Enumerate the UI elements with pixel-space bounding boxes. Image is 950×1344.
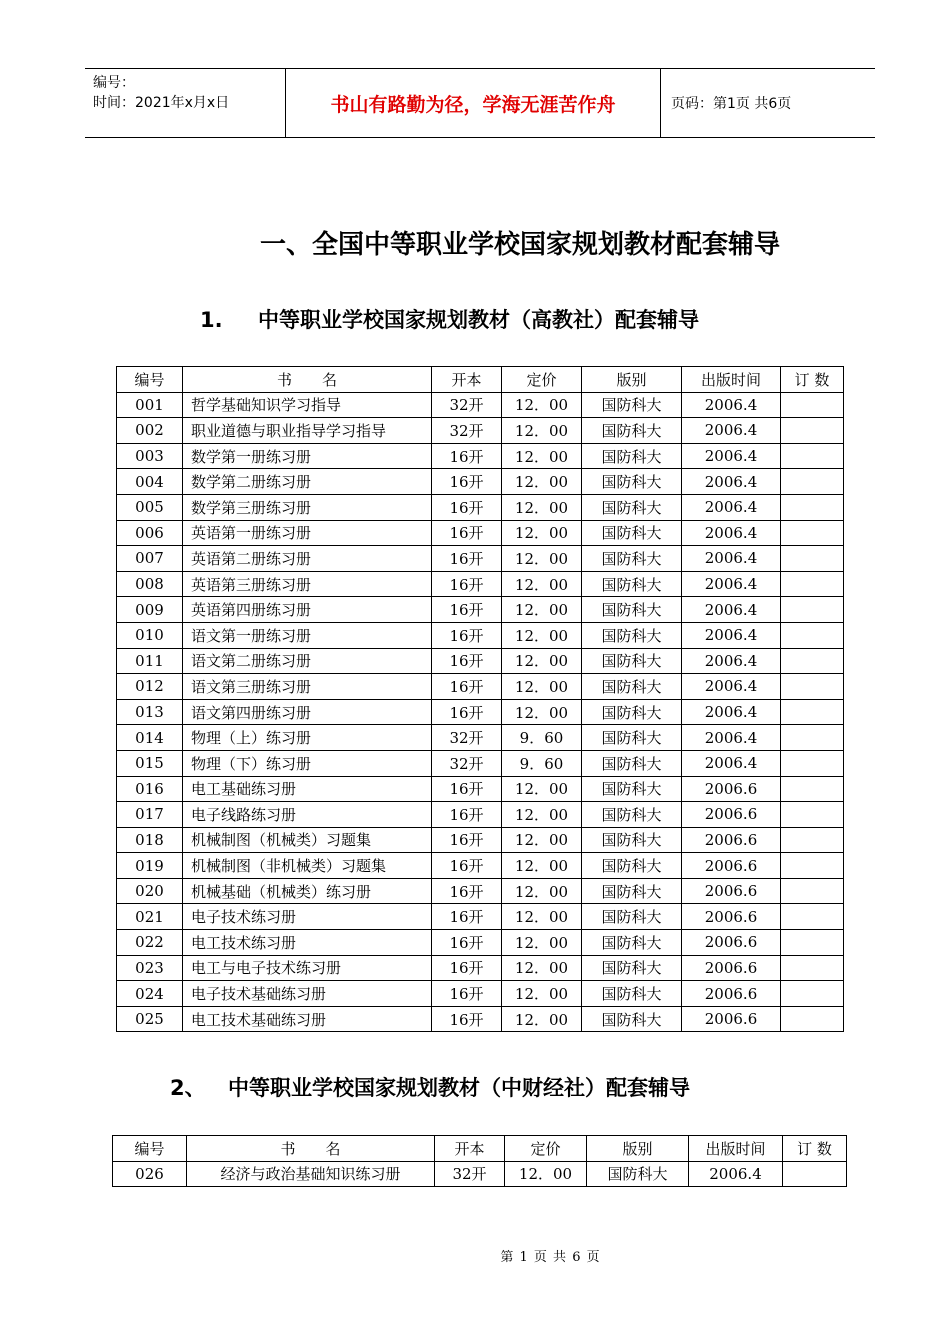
- table-row: [117, 674, 844, 700]
- page-header: [85, 68, 875, 138]
- cell-date: 2006.6: [682, 853, 781, 879]
- cell-format: 32开: [432, 392, 502, 418]
- section-1-title: 中等职业学校国家规划教材（高教社）配套辅导: [258, 308, 699, 332]
- cell-title: 语文第三册练习册: [183, 674, 432, 700]
- cell-format: 32开: [432, 750, 502, 776]
- cell-price: 12．00: [502, 571, 582, 597]
- cell-quantity: [781, 443, 844, 469]
- table-row: [117, 1006, 844, 1032]
- cell-price: 12．00: [502, 776, 582, 802]
- cell-date: 2006.4: [689, 1161, 783, 1187]
- cell-publisher: 国防科大: [582, 546, 682, 572]
- cell-publisher: 国防科大: [582, 1006, 682, 1032]
- cell-quantity: [781, 725, 844, 751]
- table-row: [117, 494, 844, 520]
- table-row: [117, 930, 844, 956]
- cell-number: 021: [117, 904, 183, 930]
- cell-quantity: [781, 418, 844, 444]
- cell-price: 12．00: [502, 853, 582, 879]
- cell-price: 12．00: [502, 981, 582, 1007]
- cell-publisher: 国防科大: [582, 392, 682, 418]
- table-1-body: [117, 392, 844, 1032]
- cell-date: 2006.4: [682, 597, 781, 623]
- cell-date: 2006.6: [682, 955, 781, 981]
- cell-format: 16开: [432, 1006, 502, 1032]
- cell-format: 16开: [432, 981, 502, 1007]
- cell-price: 12．00: [502, 520, 582, 546]
- cell-quantity: [781, 1006, 844, 1032]
- cell-title: 语文第二册练习册: [183, 648, 432, 674]
- table-row: [117, 981, 844, 1007]
- cell-format: 16开: [432, 648, 502, 674]
- cell-format: 16开: [432, 904, 502, 930]
- col-header-date: 出版时间: [682, 367, 781, 393]
- cell-number: 019: [117, 853, 183, 879]
- cell-date: 2006.4: [682, 392, 781, 418]
- table-row: [117, 725, 844, 751]
- cell-quantity: [781, 699, 844, 725]
- cell-price: 12．00: [502, 648, 582, 674]
- cell-publisher: 国防科大: [582, 904, 682, 930]
- cell-number: 013: [117, 699, 183, 725]
- cell-quantity: [781, 878, 844, 904]
- cell-publisher: 国防科大: [582, 930, 682, 956]
- cell-date: 2006.6: [682, 1006, 781, 1032]
- table-row: [117, 418, 844, 444]
- cell-date: 2006.4: [682, 699, 781, 725]
- cell-format: 16开: [432, 699, 502, 725]
- cell-title: 数学第三册练习册: [183, 494, 432, 520]
- table-row: [117, 878, 844, 904]
- table-row: [117, 699, 844, 725]
- cell-format: 16开: [432, 546, 502, 572]
- table-row: [117, 853, 844, 879]
- cell-number: 022: [117, 930, 183, 956]
- cell-format: 16开: [432, 674, 502, 700]
- cell-title: 数学第一册练习册: [183, 443, 432, 469]
- cell-title: 经济与政治基础知识练习册: [187, 1161, 435, 1187]
- cell-number: 023: [117, 955, 183, 981]
- table-2-body: [113, 1161, 847, 1187]
- cell-publisher: 国防科大: [582, 878, 682, 904]
- cell-quantity: [781, 494, 844, 520]
- col-header-format: 开本: [432, 367, 502, 393]
- cell-publisher: 国防科大: [582, 418, 682, 444]
- table-row: [117, 955, 844, 981]
- cell-quantity: [781, 750, 844, 776]
- cell-quantity: [781, 904, 844, 930]
- cell-price: 12．00: [502, 904, 582, 930]
- table-row: [117, 546, 844, 572]
- cell-date: 2006.4: [682, 674, 781, 700]
- cell-title: 电工技术基础练习册: [183, 1006, 432, 1032]
- cell-publisher: 国防科大: [582, 699, 682, 725]
- cell-number: 011: [117, 648, 183, 674]
- cell-format: 32开: [432, 725, 502, 751]
- table-row: [117, 776, 844, 802]
- table-row: [117, 597, 844, 623]
- cell-format: 16开: [432, 520, 502, 546]
- cell-title: 电工与电子技术练习册: [183, 955, 432, 981]
- cell-quantity: [781, 853, 844, 879]
- cell-publisher: 国防科大: [582, 955, 682, 981]
- cell-title: 职业道德与职业指导学习指导: [183, 418, 432, 444]
- cell-number: 003: [117, 443, 183, 469]
- cell-title: 哲学基础知识学习指导: [183, 392, 432, 418]
- cell-quantity: [781, 802, 844, 828]
- cell-format: 16开: [432, 776, 502, 802]
- cell-title: 电工基础练习册: [183, 776, 432, 802]
- cell-publisher: 国防科大: [582, 725, 682, 751]
- col-header-title: 书 名: [187, 1136, 435, 1162]
- cell-number: 008: [117, 571, 183, 597]
- cell-number: 024: [117, 981, 183, 1007]
- cell-title: 物理（下）练习册: [183, 750, 432, 776]
- cell-format: 16开: [432, 494, 502, 520]
- table-header-row: [113, 1136, 847, 1162]
- cell-quantity: [781, 546, 844, 572]
- cell-price: 12．00: [502, 469, 582, 495]
- cell-publisher: 国防科大: [582, 674, 682, 700]
- cell-publisher: 国防科大: [582, 443, 682, 469]
- col-header-format: 开本: [435, 1136, 505, 1162]
- cell-format: 16开: [432, 622, 502, 648]
- cell-price: 12．00: [502, 955, 582, 981]
- cell-price: 12．00: [505, 1161, 587, 1187]
- cell-price: 12．00: [502, 827, 582, 853]
- header-date: 时间：2021年x月x日: [93, 95, 230, 111]
- cell-date: 2006.6: [682, 878, 781, 904]
- cell-price: 12．00: [502, 392, 582, 418]
- cell-number: 001: [117, 392, 183, 418]
- table-row: [117, 571, 844, 597]
- cell-date: 2006.6: [682, 802, 781, 828]
- col-header-number: 编号: [117, 367, 183, 393]
- cell-quantity: [781, 571, 844, 597]
- cell-date: 2006.4: [682, 571, 781, 597]
- cell-date: 2006.4: [682, 750, 781, 776]
- section-2-heading: [170, 1072, 690, 1102]
- cell-publisher: 国防科大: [582, 827, 682, 853]
- cell-format: 16开: [432, 597, 502, 623]
- cell-format: 16开: [432, 955, 502, 981]
- cell-date: 2006.6: [682, 930, 781, 956]
- cell-format: 32开: [432, 418, 502, 444]
- cell-title: 机械基础（机械类）练习册: [183, 878, 432, 904]
- cell-quantity: [781, 955, 844, 981]
- col-header-quantity: 订 数: [783, 1136, 847, 1162]
- col-header-quantity: 订 数: [781, 367, 844, 393]
- books-table-1: [116, 366, 844, 1032]
- cell-format: 16开: [432, 802, 502, 828]
- cell-format: 16开: [432, 930, 502, 956]
- cell-title: 英语第四册练习册: [183, 597, 432, 623]
- cell-title: 英语第二册练习册: [183, 546, 432, 572]
- cell-publisher: 国防科大: [582, 802, 682, 828]
- cell-quantity: [781, 469, 844, 495]
- cell-price: 12．00: [502, 418, 582, 444]
- col-header-title: 书 名: [183, 367, 432, 393]
- cell-format: 32开: [435, 1161, 505, 1187]
- col-header-price: 定价: [505, 1136, 587, 1162]
- cell-number: 007: [117, 546, 183, 572]
- cell-price: 9．60: [502, 750, 582, 776]
- cell-number: 010: [117, 622, 183, 648]
- cell-quantity: [781, 597, 844, 623]
- cell-quantity: [781, 520, 844, 546]
- header-page-info: 页码：第1页 共6页: [671, 96, 792, 112]
- cell-date: 2006.6: [682, 981, 781, 1007]
- cell-date: 2006.4: [682, 622, 781, 648]
- cell-publisher: 国防科大: [582, 853, 682, 879]
- cell-format: 16开: [432, 853, 502, 879]
- cell-publisher: 国防科大: [582, 750, 682, 776]
- header-motto: 书山有路勤为径，学海无涯苦作舟: [285, 69, 661, 137]
- cell-date: 2006.6: [682, 827, 781, 853]
- cell-title: 语文第一册练习册: [183, 622, 432, 648]
- cell-title: 物理（上）练习册: [183, 725, 432, 751]
- cell-format: 16开: [432, 878, 502, 904]
- cell-number: 005: [117, 494, 183, 520]
- cell-date: 2006.4: [682, 443, 781, 469]
- cell-price: 12．00: [502, 930, 582, 956]
- cell-quantity: [781, 648, 844, 674]
- cell-date: 2006.4: [682, 494, 781, 520]
- cell-price: 9．60: [502, 725, 582, 751]
- cell-number: 012: [117, 674, 183, 700]
- cell-date: 2006.4: [682, 546, 781, 572]
- cell-date: 2006.6: [682, 904, 781, 930]
- table-row: [117, 520, 844, 546]
- cell-number: 014: [117, 725, 183, 751]
- section-2-title: 中等职业学校国家规划教材（中财经社）配套辅导: [228, 1076, 690, 1100]
- cell-publisher: 国防科大: [582, 571, 682, 597]
- col-header-date: 出版时间: [689, 1136, 783, 1162]
- cell-quantity: [781, 392, 844, 418]
- section-1-number: 1.: [200, 308, 223, 332]
- cell-title: 英语第三册练习册: [183, 571, 432, 597]
- cell-title: 英语第一册练习册: [183, 520, 432, 546]
- table-row: [117, 622, 844, 648]
- cell-date: 2006.4: [682, 418, 781, 444]
- cell-title: 电子线路练习册: [183, 802, 432, 828]
- cell-publisher: 国防科大: [582, 648, 682, 674]
- cell-format: 16开: [432, 571, 502, 597]
- cell-publisher: 国防科大: [587, 1161, 689, 1187]
- cell-title: 数学第二册练习册: [183, 469, 432, 495]
- cell-number: 004: [117, 469, 183, 495]
- table-row: [117, 392, 844, 418]
- cell-price: 12．00: [502, 443, 582, 469]
- col-header-publisher: 版别: [587, 1136, 689, 1162]
- cell-quantity: [781, 776, 844, 802]
- document-title: 一、全国中等职业学校国家规划教材配套辅导: [259, 230, 780, 260]
- header-meta: [85, 69, 285, 137]
- cell-title: 电工技术练习册: [183, 930, 432, 956]
- cell-price: 12．00: [502, 674, 582, 700]
- cell-quantity: [781, 930, 844, 956]
- cell-quantity: [781, 827, 844, 853]
- cell-number: 015: [117, 750, 183, 776]
- cell-number: 006: [117, 520, 183, 546]
- cell-title: 机械制图（机械类）习题集: [183, 827, 432, 853]
- section-1-heading: [200, 304, 699, 334]
- cell-date: 2006.4: [682, 725, 781, 751]
- table-row: [117, 827, 844, 853]
- cell-quantity: [781, 674, 844, 700]
- cell-publisher: 国防科大: [582, 494, 682, 520]
- cell-format: 16开: [432, 827, 502, 853]
- cell-number: 017: [117, 802, 183, 828]
- table-row: [117, 750, 844, 776]
- cell-title: 语文第四册练习册: [183, 699, 432, 725]
- cell-price: 12．00: [502, 878, 582, 904]
- cell-format: 16开: [432, 443, 502, 469]
- page-footer: 第 1 页 共 6 页: [500, 1250, 600, 1265]
- table-row: [113, 1161, 847, 1187]
- cell-quantity: [781, 622, 844, 648]
- col-header-price: 定价: [502, 367, 582, 393]
- header-number-label: 编号：: [93, 75, 135, 91]
- cell-date: 2006.4: [682, 520, 781, 546]
- cell-publisher: 国防科大: [582, 520, 682, 546]
- cell-publisher: 国防科大: [582, 469, 682, 495]
- cell-date: 2006.4: [682, 648, 781, 674]
- cell-title: 电子技术基础练习册: [183, 981, 432, 1007]
- table-header-row: [117, 367, 844, 393]
- cell-number: 020: [117, 878, 183, 904]
- cell-price: 12．00: [502, 802, 582, 828]
- section-2-number: 2、: [170, 1076, 206, 1100]
- cell-number: 025: [117, 1006, 183, 1032]
- table-row: [117, 904, 844, 930]
- cell-price: 12．00: [502, 546, 582, 572]
- cell-price: 12．00: [502, 494, 582, 520]
- table-row: [117, 469, 844, 495]
- cell-publisher: 国防科大: [582, 597, 682, 623]
- cell-publisher: 国防科大: [582, 776, 682, 802]
- cell-quantity: [783, 1161, 847, 1187]
- cell-price: 12．00: [502, 1006, 582, 1032]
- cell-number: 026: [113, 1161, 187, 1187]
- table-row: [117, 443, 844, 469]
- table-row: [117, 802, 844, 828]
- cell-title: 机械制图（非机械类）习题集: [183, 853, 432, 879]
- cell-price: 12．00: [502, 699, 582, 725]
- col-header-publisher: 版别: [582, 367, 682, 393]
- cell-price: 12．00: [502, 622, 582, 648]
- cell-number: 016: [117, 776, 183, 802]
- cell-price: 12．00: [502, 597, 582, 623]
- cell-number: 002: [117, 418, 183, 444]
- cell-quantity: [781, 981, 844, 1007]
- books-table-2: [112, 1135, 847, 1187]
- cell-number: 018: [117, 827, 183, 853]
- cell-publisher: 国防科大: [582, 981, 682, 1007]
- cell-format: 16开: [432, 469, 502, 495]
- col-header-number: 编号: [113, 1136, 187, 1162]
- table-row: [117, 648, 844, 674]
- cell-date: 2006.6: [682, 776, 781, 802]
- cell-date: 2006.4: [682, 469, 781, 495]
- cell-title: 电子技术练习册: [183, 904, 432, 930]
- cell-number: 009: [117, 597, 183, 623]
- cell-publisher: 国防科大: [582, 622, 682, 648]
